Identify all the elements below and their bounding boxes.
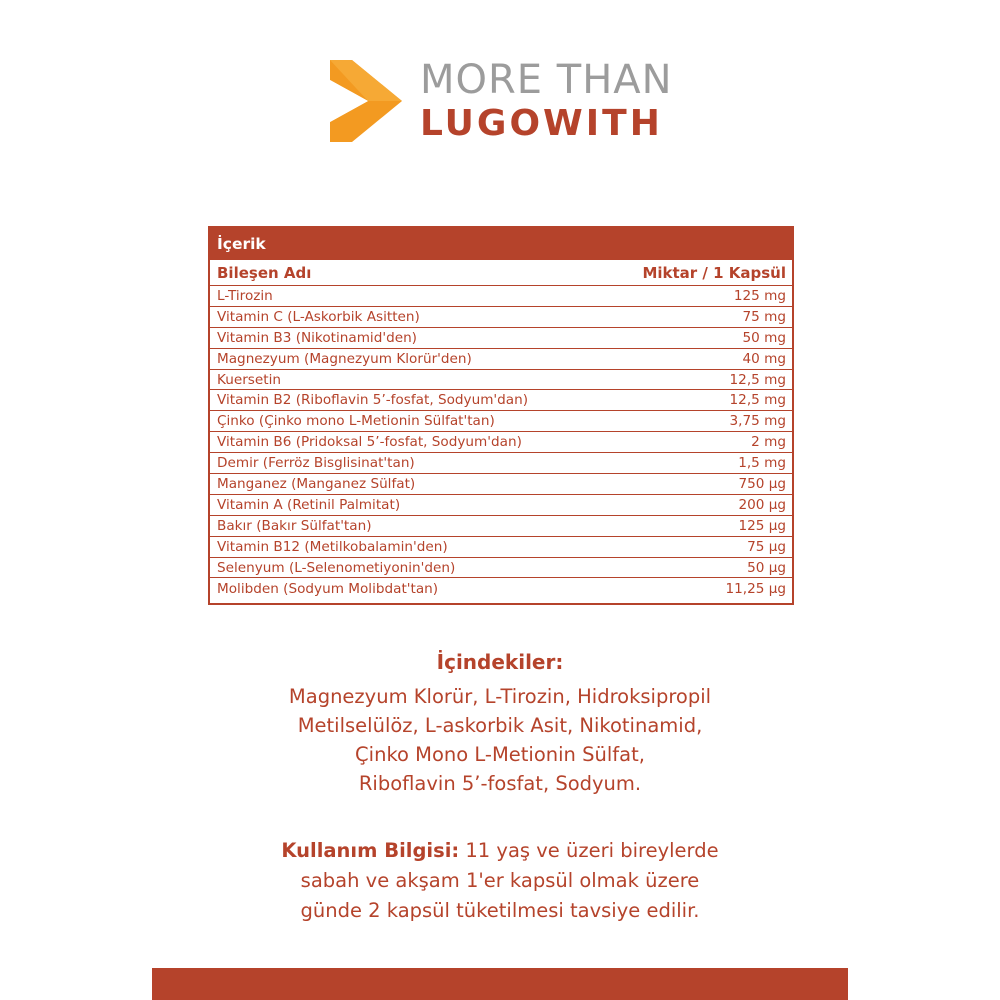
brand-logo: [330, 57, 673, 144]
row-name: Çinko (Çinko mono L-Metionin Sülfat'tan): [217, 413, 495, 430]
row-name: Vitamin A (Retinil Palmitat): [217, 496, 401, 513]
row-amount: 50 mg: [742, 329, 786, 346]
ingredients-line: Metilselülöz, L-askorbik Asit, Nikotinamid,: [297, 714, 703, 737]
ingredients-line: Magnezyum Klorür, L-Tirozin, Hidroksipropil: [288, 685, 712, 708]
brand-wordmark: [420, 57, 673, 144]
usage-line: günde 2 kapsül tüketilmesi tavsiye edilir.: [300, 899, 700, 922]
ingredients-line: Çinko Mono L-Metionin Sülfat,: [355, 743, 645, 766]
brand-line2: LUGOWITH: [420, 103, 663, 144]
table-row: [210, 516, 792, 537]
brand-line1: MORE THAN: [420, 57, 673, 103]
table-row: [210, 286, 792, 307]
table-row: [210, 411, 792, 432]
row-amount: 75 µg: [747, 538, 786, 555]
table-row: [210, 474, 792, 495]
row-name: Kuersetin: [217, 371, 281, 388]
chevron-logo-icon: [330, 60, 402, 142]
row-name: Selenyum (L-Selenometiyonin'den): [217, 559, 456, 576]
row-name: Magnezyum (Magnezyum Klorür'den): [217, 350, 472, 367]
table-body: [210, 286, 792, 599]
row-amount: 12,5 mg: [729, 392, 786, 409]
row-name: Vitamin B12 (Metilkobalamin'den): [217, 538, 448, 555]
row-name: Vitamin B3 (Nikotinamid'den): [217, 329, 417, 346]
ingredients-title: İçindekiler:: [436, 650, 564, 674]
row-amount: 3,75 mg: [729, 413, 786, 430]
row-name: Bakır (Bakır Sülfat'tan): [217, 517, 372, 534]
row-amount: 125 µg: [738, 517, 786, 534]
table-row: [210, 578, 792, 599]
row-amount: 50 µg: [747, 559, 786, 576]
table-header-row: [210, 260, 792, 286]
header-amount: Miktar / 1 Kapsül: [642, 263, 786, 282]
table-row: [210, 453, 792, 474]
ingredients-section: [150, 650, 850, 798]
table-row: [210, 390, 792, 411]
row-amount: 125 mg: [733, 287, 786, 304]
row-amount: 200 µg: [738, 496, 786, 513]
ingredients-line: Riboflavin 5’-fosfat, Sodyum.: [358, 772, 642, 795]
row-amount: 11,25 µg: [725, 580, 786, 597]
table-title: İçerik: [210, 228, 792, 260]
usage-section: [150, 836, 850, 926]
table-row: [210, 370, 792, 391]
row-amount: 750 µg: [738, 475, 786, 492]
usage-line: [150, 836, 850, 866]
table-row: [210, 349, 792, 370]
table-row: [210, 537, 792, 558]
header-name: Bileşen Adı: [217, 263, 312, 282]
footer-bar: [152, 968, 848, 1000]
table-row: [210, 307, 792, 328]
row-name: Demir (Ferröz Bisglisinat'tan): [217, 455, 415, 472]
usage-line: sabah ve akşam 1'er kapsül olmak üzere: [300, 869, 700, 892]
usage-label: Kullanım Bilgisi:: [281, 839, 460, 862]
usage-text: 11 yaş ve üzeri bireylerde: [459, 839, 719, 862]
row-name: Molibden (Sodyum Molibdat'tan): [217, 580, 439, 597]
row-name: Manganez (Manganez Sülfat): [217, 475, 416, 492]
table-row: [210, 495, 792, 516]
row-name: Vitamin C (L-Askorbik Asitten): [217, 308, 420, 325]
row-amount: 12,5 mg: [729, 371, 786, 388]
row-name: Vitamin B6 (Pridoksal 5’-fosfat, Sodyum'dan): [217, 434, 522, 451]
table-row: [210, 328, 792, 349]
row-amount: 2 mg: [751, 434, 786, 451]
table-row: [210, 432, 792, 453]
row-amount: 75 mg: [742, 308, 786, 325]
table-row: [210, 558, 792, 579]
row-name: L-Tirozin: [217, 287, 273, 304]
row-name: Vitamin B2 (Riboflavin 5’-fosfat, Sodyum'dan): [217, 392, 529, 409]
nutrition-table: [208, 226, 794, 605]
row-amount: 40 mg: [742, 350, 786, 367]
row-amount: 1,5 mg: [738, 455, 786, 472]
